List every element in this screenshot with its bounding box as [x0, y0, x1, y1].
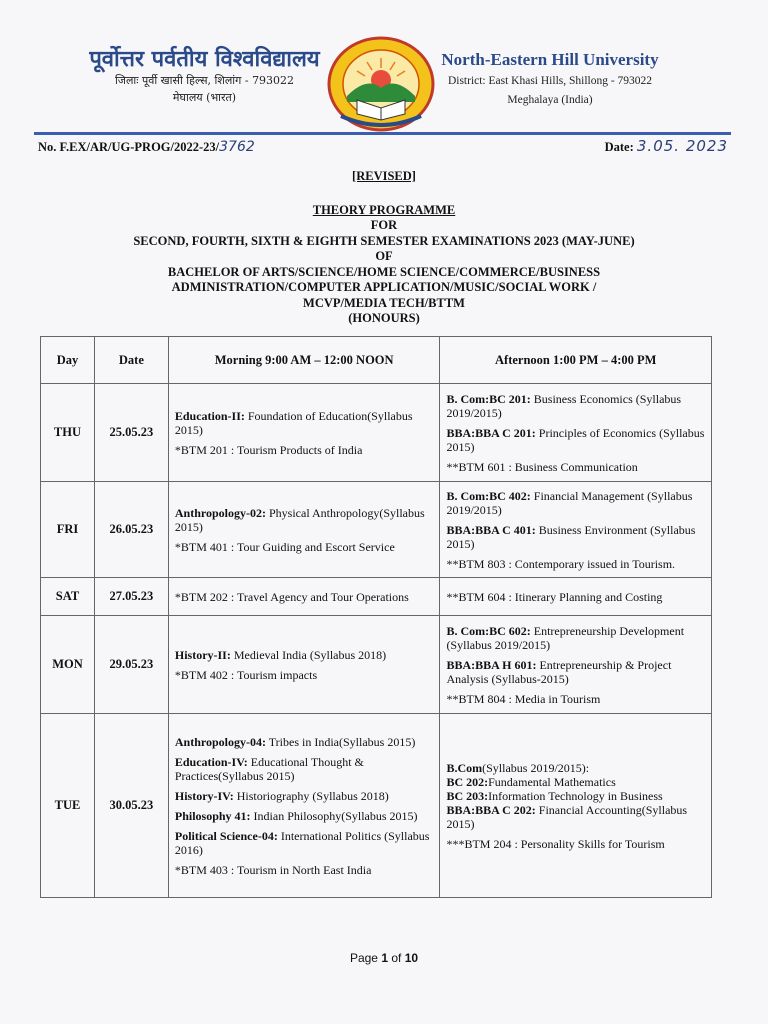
header-rule: [34, 132, 731, 135]
exam-schedule-table: [40, 336, 712, 898]
exam-entry: [175, 863, 434, 877]
paper-title: *BTM 202 : Travel Agency and Tour Operations: [174, 590, 409, 604]
table-row: [41, 482, 712, 578]
day-cell: SAT: [41, 578, 95, 616]
exam-entry: [446, 460, 705, 474]
exam-entry: [175, 789, 434, 803]
paper-title: **BTM 804 : Media in Tourism: [446, 692, 601, 706]
paper-title: International Politics (Syllabus 2016): [174, 829, 430, 857]
reference-handwritten-number: 3762: [219, 139, 255, 155]
exam-entry: [175, 809, 434, 823]
programmes-line-3: MCVP/MEDIA TECH/BTTM: [303, 295, 465, 310]
paper-title: (Syllabus 2019/2015):: [482, 761, 590, 775]
paper-code: Anthropology-04:: [174, 735, 266, 749]
page-footer: [0, 951, 768, 965]
paper-code: B. Com:BC 602:: [446, 624, 531, 638]
exam-entry: [446, 761, 705, 775]
page-of: of: [388, 951, 405, 965]
programmes-line-1: BACHELOR OF ARTS/SCIENCE/HOME SCIENCE/COMMERCE/BUSINESS: [167, 264, 601, 279]
afternoon-cell: [440, 616, 712, 714]
page-total: 10: [404, 951, 419, 965]
date-label: Date:: [604, 140, 634, 154]
header-morning: Morning 9:00 AM – 12:00 NOON: [168, 337, 440, 384]
exam-entry: [446, 789, 705, 803]
paper-title: *BTM 201 : Tourism Products of India: [174, 443, 363, 457]
paper-title: Entrepreneurship & Project Analysis (Syllabus-2015): [446, 658, 672, 686]
document-titles: [34, 169, 734, 327]
afternoon-cell: [440, 714, 712, 898]
revised-label: [REVISED]: [352, 169, 416, 183]
exam-entry: [446, 692, 705, 706]
morning-cell: [168, 714, 440, 898]
paper-title: *BTM 402 : Tourism impacts: [174, 668, 318, 682]
paper-code: B. Com:BC 201:: [446, 392, 531, 406]
exam-entry: [175, 506, 434, 534]
date-handwritten-value: 3.05. 2023: [636, 137, 728, 155]
afternoon-cell: [440, 578, 712, 616]
exam-entry: [175, 409, 434, 437]
english-title: North-Eastern Hill University: [441, 50, 659, 69]
paper-code: B.Com: [446, 761, 483, 775]
morning-cell: [168, 482, 440, 578]
exam-entry: [175, 648, 434, 662]
theory-programme-heading: THEORY PROGRAMME: [312, 202, 456, 217]
paper-code: BC 203:: [446, 789, 489, 803]
date-cell: 26.05.23: [94, 482, 168, 578]
exam-entry: [175, 540, 434, 554]
exam-entry: [446, 557, 705, 571]
date-cell: 25.05.23: [94, 384, 168, 482]
date-cell: 27.05.23: [94, 578, 168, 616]
exam-entry: [175, 735, 434, 749]
date-cell: 29.05.23: [94, 616, 168, 714]
exam-entry: [446, 658, 705, 686]
reference-prefix: No. F.EX/AR/UG-PROG/2022-23/: [38, 140, 220, 154]
table-row: [41, 714, 712, 898]
paper-title: *BTM 401 : Tour Guiding and Escort Service: [174, 540, 395, 554]
paper-title: Entrepreneurship Development (Syllabus 2019/2015): [446, 624, 685, 652]
exam-entry: [175, 668, 434, 682]
paper-code: Political Science-04:: [174, 829, 278, 843]
paper-title: Business Environment (Syllabus 2015): [446, 523, 696, 551]
for-line: FOR: [370, 218, 398, 232]
university-seal-logo: [327, 36, 435, 132]
paper-title: Financial Management (Syllabus 2019/2015): [446, 489, 693, 517]
page-prefix: Page: [349, 951, 382, 965]
exam-entry: [446, 489, 705, 517]
reference-number: [38, 139, 255, 155]
afternoon-cell: [440, 482, 712, 578]
afternoon-cell: [440, 384, 712, 482]
morning-cell: [168, 384, 440, 482]
exam-entry: [175, 829, 434, 857]
day-cell: TUE: [41, 714, 95, 898]
header-afternoon: Afternoon 1:00 PM – 4:00 PM: [440, 337, 712, 384]
paper-code: BBA:BBA C 202:: [446, 803, 536, 817]
hindi-header: [82, 46, 327, 106]
of-line: OF: [375, 249, 393, 263]
paper-title: ***BTM 204 : Personality Skills for Tourism: [446, 837, 665, 851]
table-row: [41, 616, 712, 714]
header-day: Day: [41, 337, 95, 384]
hindi-address-line1: जिलाः पूर्वी खासी हिल्स, शिलांग - 793022: [114, 74, 295, 87]
examinations-line: SECOND, FOURTH, SIXTH & EIGHTH SEMESTER EXAMINATIONS 2023 (MAY-JUNE): [133, 233, 635, 248]
hindi-title: पूर्वोत्तर पर्वतीय विश्वविद्यालय: [89, 46, 320, 72]
programmes-line-2: ADMINISTRATION/COMPUTER APPLICATION/MUSIC/SOCIAL WORK /: [171, 280, 597, 294]
page-current: 1: [381, 951, 388, 965]
paper-title: Historiography (Syllabus 2018): [233, 789, 389, 803]
paper-code: BC 202:: [446, 775, 489, 789]
table-header-row: [41, 337, 712, 384]
day-cell: THU: [41, 384, 95, 482]
paper-title: **BTM 601 : Business Communication: [446, 460, 638, 474]
issue-date: [605, 137, 728, 155]
paper-title: Principles of Economics (Syllabus 2015): [446, 426, 705, 454]
exam-entry: [446, 392, 705, 420]
paper-code: Education-II:: [174, 409, 245, 423]
paper-title: Financial Accounting(Syllabus 2015): [446, 803, 688, 831]
exam-entry: [175, 755, 434, 783]
paper-code: Anthropology-02:: [174, 506, 266, 520]
exam-entry: [446, 624, 705, 652]
table-row: [41, 384, 712, 482]
hindi-address-line2: मेघालय (भारत): [172, 91, 237, 104]
paper-code: BBA:BBA H 601:: [446, 658, 537, 672]
english-address-line1: District: East Khasi Hills, Shillong - 793022: [447, 75, 653, 87]
paper-code: B. Com:BC 402:: [446, 489, 531, 503]
exam-entry: [446, 803, 705, 831]
paper-title: Foundation of Education(Syllabus 2015): [174, 409, 413, 437]
paper-title: Medieval India (Syllabus 2018): [230, 648, 387, 662]
date-cell: 30.05.23: [94, 714, 168, 898]
day-cell: FRI: [41, 482, 95, 578]
paper-title: Educational Thought & Practices(Syllabus 2015): [174, 755, 364, 783]
exam-entry: [446, 590, 705, 604]
exam-entry: [446, 523, 705, 551]
paper-code: BBA:BBA C 401:: [446, 523, 536, 537]
english-address-line2: Meghalaya (India): [507, 94, 593, 106]
english-header: [430, 48, 670, 110]
paper-title: Tribes in India(Syllabus 2015): [265, 735, 416, 749]
exam-entry: [446, 837, 705, 851]
exam-entry: [446, 775, 705, 789]
morning-cell: [168, 616, 440, 714]
exam-entry: [175, 443, 434, 457]
paper-code: History-II:: [174, 648, 231, 662]
paper-title: Physical Anthropology(Syllabus 2015): [174, 506, 425, 534]
paper-code: BBA:BBA C 201:: [446, 426, 536, 440]
reference-line: [38, 136, 730, 158]
paper-title: **BTM 803 : Contemporary issued in Tourism.: [446, 557, 676, 571]
paper-title: Business Economics (Syllabus 2019/2015): [446, 392, 682, 420]
day-cell: MON: [41, 616, 95, 714]
paper-title: Information Technology in Business: [488, 789, 663, 803]
paper-title: Fundamental Mathematics: [488, 775, 616, 789]
header-date: Date: [94, 337, 168, 384]
honours-line: (HONOURS): [348, 311, 420, 325]
exam-entry: [446, 426, 705, 454]
table-row: [41, 578, 712, 616]
paper-title: *BTM 403 : Tourism in North East India: [174, 863, 372, 877]
paper-title: Indian Philosophy(Syllabus 2015): [250, 809, 418, 823]
paper-code: History-IV:: [174, 789, 234, 803]
morning-cell: [168, 578, 440, 616]
paper-code: Philosophy 41:: [174, 809, 251, 823]
paper-code: Education-IV:: [174, 755, 248, 769]
exam-entry: [175, 590, 434, 604]
paper-title: **BTM 604 : Itinerary Planning and Costing: [446, 590, 663, 604]
